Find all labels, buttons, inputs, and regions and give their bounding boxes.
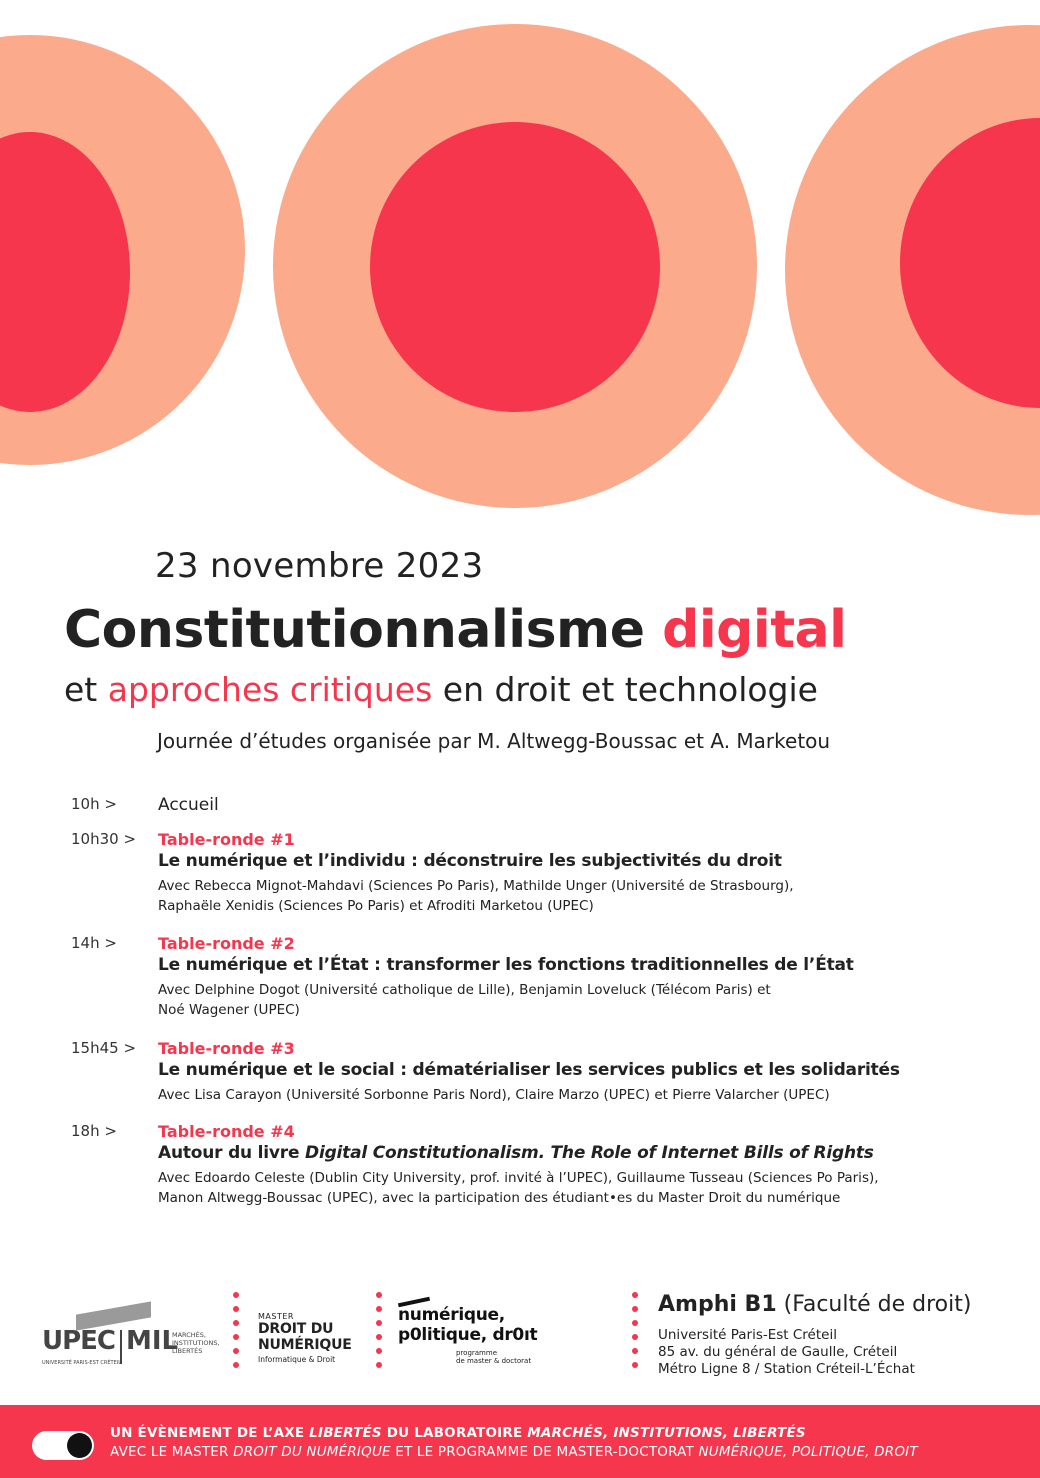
subtitle-accent: approches critiques <box>107 670 433 709</box>
slot-participants <box>158 1168 1018 1208</box>
slot-time: 10h30 > <box>71 830 137 848</box>
logo-divider <box>120 1330 122 1364</box>
participants-line: Manon Altwegg-Boussac (UPEC), avec la participation des étudiant•es du Master Droit du numérique <box>158 1190 841 1206</box>
slot-content <box>158 1039 1018 1105</box>
footer-text-italic: LIBERTÉS <box>309 1425 382 1441</box>
address-line: Métro Ligne 8 / Station Créteil-L’Échat <box>658 1361 915 1377</box>
venue-block <box>658 1292 1028 1378</box>
dot-separator <box>632 1292 638 1376</box>
footer-text: UN ÉVÈNEMENT DE L’AXE <box>110 1425 310 1441</box>
slot-label: Table-ronde #4 <box>158 1122 295 1141</box>
book-title: Digital Constitutionalism. The Role of Internet Bills of Rights <box>305 1143 874 1163</box>
participants-line: Avec Rebecca Mignot-Mahdavi (Sciences Po Paris), Mathilde Unger (Université de Strasbourg), <box>158 878 794 894</box>
upec-logo-subtitle: UNIVERSITÉ PARIS-EST CRÉTEIL <box>42 1360 121 1366</box>
page-title <box>64 600 846 660</box>
footer-text-italic: MARCHÉS, INSTITUTIONS, LIBERTÉS <box>527 1425 806 1441</box>
numerique-politique-droit-logo <box>398 1295 558 1365</box>
address-line: Université Paris-Est Créteil <box>658 1327 837 1343</box>
toggle-knob <box>67 1433 92 1458</box>
slot-content <box>158 830 1018 916</box>
npd-logo-subtitle <box>456 1349 558 1365</box>
slot-heading: Le numérique et l’individu : déconstruire les subjectivités du droit <box>158 851 782 871</box>
footer-banner <box>0 1405 1040 1478</box>
master-subtitle: Informatique & Droit <box>258 1355 336 1364</box>
npd-sub-line: de master & doctorat <box>456 1357 532 1365</box>
circle-center-inner <box>370 122 660 412</box>
upec-mil-logo <box>42 1306 227 1376</box>
npd-sub-line: programme <box>456 1349 498 1357</box>
footer-text-italic: DROIT DU NUMÉRIQUE <box>233 1444 391 1460</box>
slot-content <box>158 934 1018 1020</box>
slot-heading <box>158 1142 1018 1164</box>
footer-text: DU LABORATOIRE <box>381 1425 528 1441</box>
heading-prefix: Autour du livre <box>158 1143 306 1163</box>
footer-text: ET LE PROGRAMME DE MASTER-DOCTORAT <box>390 1444 699 1460</box>
slot-time: 18h > <box>71 1122 117 1140</box>
subtitle-post: en droit et technologie <box>432 670 818 709</box>
slot-content <box>158 1122 1018 1208</box>
participants-line: Avec Delphine Dogot (Université catholique de Lille), Benjamin Loveluck (Télécom Paris) et <box>158 982 771 998</box>
title-accent: digital <box>662 600 847 660</box>
mil-logo-subtitle: MARCHÉS, INSTITUTIONS, LIBERTÉS <box>172 1331 220 1355</box>
slot-label: Accueil <box>158 795 219 815</box>
participants-line: Noé Wagener (UPEC) <box>158 1002 300 1018</box>
slot-label: Table-ronde #3 <box>158 1039 295 1058</box>
page-subtitle <box>64 670 818 709</box>
dot-separator <box>233 1292 239 1376</box>
slot-time: 10h > <box>71 795 117 813</box>
event-date: 23 novembre 2023 <box>155 546 484 586</box>
slot-heading: Le numérique et l’État : transformer les fonctions traditionnelles de l’État <box>158 955 854 975</box>
footer-line-2 <box>110 1444 918 1460</box>
footer-line-1 <box>110 1425 806 1441</box>
subtitle-pre: et <box>64 670 108 709</box>
toggle-switch-icon <box>32 1431 94 1460</box>
participants-line: Raphaële Xenidis (Sciences Po Paris) et Afroditi Marketou (UPEC) <box>158 898 594 914</box>
slot-time: 15h45 > <box>71 1039 137 1057</box>
slot-participants <box>158 980 1018 1020</box>
slot-time: 14h > <box>71 934 117 952</box>
master-name-line: DROIT DU <box>258 1321 334 1337</box>
slot-label: Table-ronde #2 <box>158 934 295 953</box>
organizers-line: Journée d’études organisée par M. Altwegg-Boussac et A. Marketou <box>157 729 831 753</box>
mil-logo-text: MIL <box>126 1326 179 1356</box>
master-name-line: NUMÉRIQUE <box>258 1337 352 1353</box>
footer-text: AVEC LE MASTER <box>110 1444 234 1460</box>
dot-separator <box>376 1292 382 1376</box>
slot-heading: Le numérique et le social : dématérialiser les services publics et les solidarités <box>158 1060 900 1080</box>
master-label: MASTER <box>258 1312 294 1321</box>
address-line: 85 av. du général de Gaulle, Créteil <box>658 1344 898 1360</box>
decorative-circles <box>0 0 1040 520</box>
venue-room <box>658 1292 1028 1317</box>
slot-participants <box>158 1085 1018 1105</box>
npd-logo-line: p0litique, dr0ıt <box>398 1325 538 1345</box>
footer-text-italic: NUMÉRIQUE, POLITIQUE, DROIT <box>698 1444 918 1460</box>
venue-room-name: Amphi B1 <box>658 1292 777 1317</box>
participants-line: Avec Edoardo Celeste (Dublin City University, prof. invité à l’UPEC), Guillaume Tusseau (Sciences Po Paris), <box>158 1170 879 1186</box>
slot-participants <box>158 876 1018 916</box>
participants-line: Avec Lisa Carayon (Université Sorbonne Paris Nord), Claire Marzo (UPEC) et Pierre Valarcher (UPEC) <box>158 1087 830 1103</box>
npd-logo-line: numérique, <box>398 1305 505 1325</box>
title-main: Constitutionnalisme <box>64 600 663 660</box>
slot-label: Table-ronde #1 <box>158 830 295 849</box>
slot-content <box>158 795 1018 815</box>
venue-faculty: (Faculté de droit) <box>776 1292 972 1317</box>
venue-address <box>658 1327 1028 1378</box>
master-droit-numerique-logo <box>258 1312 368 1364</box>
upec-logo-text: UPEC <box>42 1326 116 1356</box>
